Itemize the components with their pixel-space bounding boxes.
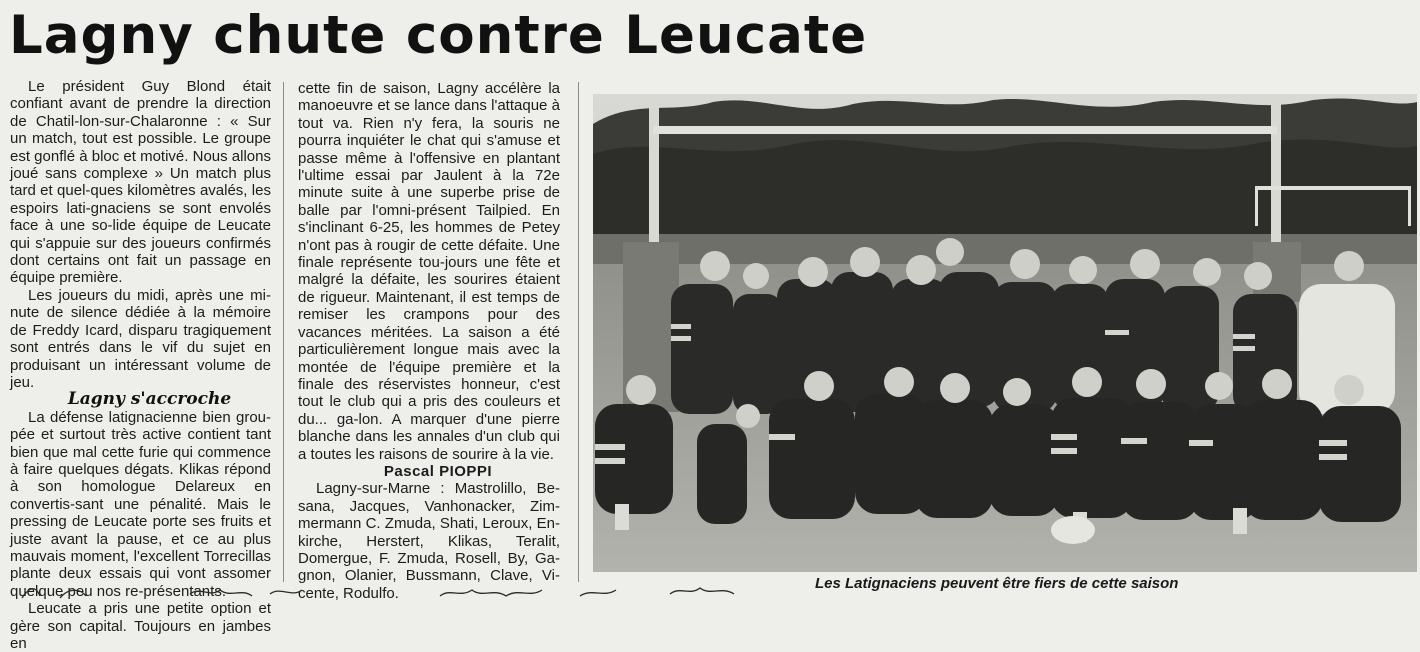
article-column-2 [298,80,560,602]
article-subhead: Lagny s'accroche [67,389,232,410]
team-photo-image [593,94,1417,572]
column-divider [283,82,284,582]
handwritten-annotation [20,584,780,600]
photo-caption: Les Latignaciens peuvent être fiers de cette saison [815,575,1179,592]
article-column-1 [10,78,271,652]
team-photo-drawing [593,94,1417,572]
article-headline: Lagny chute contre Leucate [9,5,868,66]
column-divider [578,82,579,582]
article-paragraph: Le président Guy Blond était confiant avant de prendre la direction de Chatil-lon-sur-Chalaronne : « Sur un match, tout est possible. Le groupe est gonflé à bloc et motivé. Nous allons joué sans complexe » Un match plus tard et quel-ques kilomètres avalés, les espoirs lati-gnaciens se sont envolés face à une so-lide équipe de Leucate qui s'appuie sur des joueurs confirmés dont certains ont fait un passage en équipe première. [10,78,271,287]
team-list: Lagny-sur-Marne : Mastrolillo, Be-sana, Jacques, Vanhonacker, Zim-mermann C. Zmuda, Shati, Leroux, En-kirche, Herstert, Klikas, Teralit, Domergue, F. Zmuda, Rosell, By, Ga-gnon, Olanier, Bussmann, Clave, Vi-cente, Rodulfo. [298,480,560,602]
article-paragraph: cette fin de saison, Lagny accélère la manoeuvre et se lance dans l'attaque à tout va. Rien n'y fera, la souris ne pourra inquiéter le chat qui s'amuse et passe même à l'offensive en plantant l'ultime essai par Jaulent à la 72e minute suite à une superbe prise de balle par l'omni-présent Tailpied. En s'inclinant 6-25, les hommes de Petey n'ont pas à rougir de cette défaite. Une finale représente tou-jours une fête et malgré la défaite, les sourires étaient de rigueur. Maintenant, il est temps de remiser les crampons pour des vacances méritées. La saison a été particulièrement longue mais avec la montée de l'équipe première et la finale des réservistes honneur, c'est tout le club qui a pris des couleurs et du... ga-lon. A marquer d'une pierre blanche dans les annales d'un club qui a toutes les raisons de sourire à la vie. [298,80,560,463]
article-paragraph: Leucate a pris une petite option et gère son capital. Toujours en jambes en [10,600,271,652]
article-byline: Pascal PIOPPI [383,462,493,480]
adjacent-article-bleedthrough-text [1176,6,1414,88]
article-paragraph: La défense latignacienne bien grou-pée et surtout très active contient tant bien que mal cette furie qui commence à faire quelques dégats. Klikas répond à son homologue Delareux en convertis-sant une pénalité. Mais le pressing de Leucate porte ses fruits et juste avant la pause, et ce au plus mauvais moment, l'excellent Torrecillas plante deux essais qui vont assomer quelque peu nos re-présentants. [10,408,271,600]
article-paragraph: Les joueurs du midi, après une mi-nute de silence dédiée à la mémoire de Freddy Icard, disparu tragiquement sont entrés dans le vif du sujet en produisant un intéressant volume de jeu. [10,286,271,391]
adjacent-article-bleedthrough [866,10,1156,58]
